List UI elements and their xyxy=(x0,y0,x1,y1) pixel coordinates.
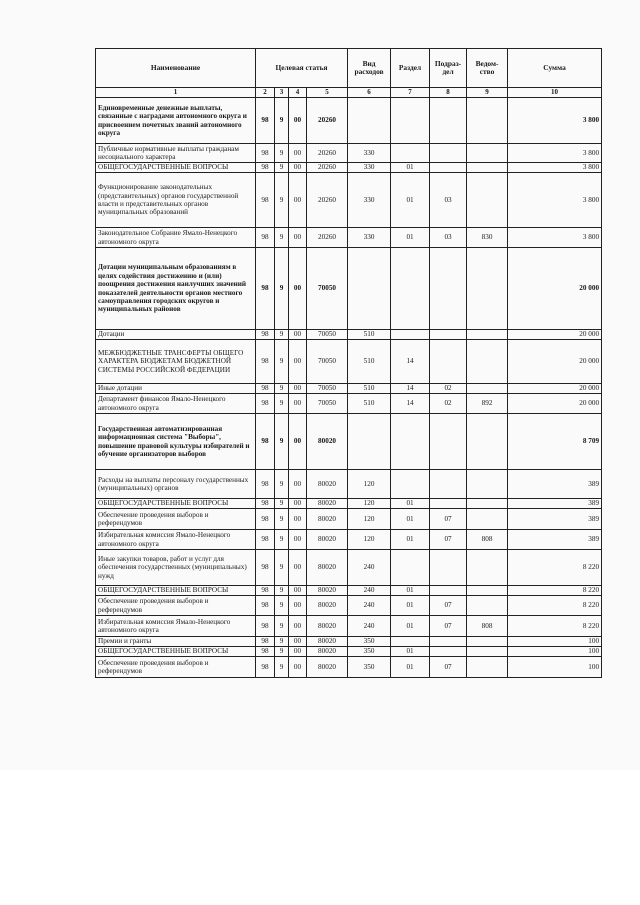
row-code-subprogram: 9 xyxy=(275,340,289,384)
row-expense-type: 330 xyxy=(348,163,391,173)
row-section xyxy=(391,144,430,163)
row-expense-type: 120 xyxy=(348,499,391,509)
row-section xyxy=(391,470,430,499)
row-section xyxy=(391,98,430,144)
row-subsection xyxy=(430,647,467,657)
table-row xyxy=(96,470,602,499)
table-row xyxy=(96,144,602,163)
row-department xyxy=(467,550,508,586)
row-code-main: 00 xyxy=(289,340,307,384)
row-code-program: 98 xyxy=(256,173,275,228)
table-row xyxy=(96,616,602,637)
row-name: Функционирование законодательных (представительных) органов государственной власти и представительных органов муниципальных образований xyxy=(96,173,256,228)
row-code-direction: 80020 xyxy=(307,657,348,678)
row-expense-type: 350 xyxy=(348,657,391,678)
header-target-article: Целевая статья xyxy=(256,49,348,88)
row-code-subprogram: 9 xyxy=(275,499,289,509)
row-code-direction: 70050 xyxy=(307,384,348,394)
row-section xyxy=(391,637,430,647)
row-code-direction: 80020 xyxy=(307,586,348,596)
row-code-direction: 80020 xyxy=(307,470,348,499)
row-code-main: 00 xyxy=(289,470,307,499)
row-code-program: 98 xyxy=(256,470,275,499)
table-row xyxy=(96,530,602,550)
row-section xyxy=(391,248,430,330)
row-amount: 20 000 xyxy=(508,340,602,384)
table-row xyxy=(96,340,602,384)
row-subsection xyxy=(430,499,467,509)
row-code-subprogram: 9 xyxy=(275,98,289,144)
row-code-main: 00 xyxy=(289,586,307,596)
row-code-subprogram: 9 xyxy=(275,657,289,678)
row-code-main: 00 xyxy=(289,394,307,414)
row-subsection: 02 xyxy=(430,394,467,414)
row-code-main: 00 xyxy=(289,550,307,586)
row-code-direction: 80020 xyxy=(307,596,348,616)
col-number: 3 xyxy=(275,88,289,98)
row-department xyxy=(467,499,508,509)
row-code-direction: 80020 xyxy=(307,530,348,550)
row-code-main: 00 xyxy=(289,384,307,394)
row-subsection xyxy=(430,98,467,144)
row-subsection: 07 xyxy=(430,616,467,637)
row-code-subprogram: 9 xyxy=(275,470,289,499)
row-code-subprogram: 9 xyxy=(275,509,289,530)
row-amount: 20 000 xyxy=(508,384,602,394)
row-name: Публичные нормативные выплаты гражданам несоциального характера xyxy=(96,144,256,163)
row-subsection xyxy=(430,330,467,340)
row-code-subprogram: 9 xyxy=(275,616,289,637)
row-amount: 3 800 xyxy=(508,228,602,248)
row-name: МЕЖБЮДЖЕТНЫЕ ТРАНСФЕРТЫ ОБЩЕГО ХАРАКТЕРА БЮДЖЕТАМ БЮДЖЕТНОЙ СИСТЕМЫ РОССИЙСКОЙ ФЕДЕРАЦИИ xyxy=(96,340,256,384)
row-department xyxy=(467,657,508,678)
row-code-program: 98 xyxy=(256,414,275,470)
row-code-program: 98 xyxy=(256,98,275,144)
row-code-program: 98 xyxy=(256,163,275,173)
row-name: Государственная автоматизированная информационная система "Выборы", повышение правовой культуры избирателей и обучение организаторов выборов xyxy=(96,414,256,470)
table-row xyxy=(96,596,602,616)
table-row xyxy=(96,657,602,678)
row-code-subprogram: 9 xyxy=(275,144,289,163)
table-row xyxy=(96,637,602,647)
col-number: 6 xyxy=(348,88,391,98)
row-name: Иные закупки товаров, работ и услуг для обеспечения государственных (муниципальных) нужд xyxy=(96,550,256,586)
col-number: 7 xyxy=(391,88,430,98)
row-amount: 100 xyxy=(508,637,602,647)
row-expense-type: 330 xyxy=(348,228,391,248)
row-name: ОБЩЕГОСУДАРСТВЕННЫЕ ВОПРОСЫ xyxy=(96,499,256,509)
row-expense-type: 350 xyxy=(348,647,391,657)
row-subsection: 07 xyxy=(430,657,467,678)
row-subsection xyxy=(430,550,467,586)
row-expense-type: 330 xyxy=(348,173,391,228)
row-code-subprogram: 9 xyxy=(275,530,289,550)
table-row xyxy=(96,414,602,470)
table-row xyxy=(96,509,602,530)
row-department xyxy=(467,330,508,340)
row-section: 01 xyxy=(391,499,430,509)
row-subsection: 02 xyxy=(430,384,467,394)
row-amount: 20 000 xyxy=(508,330,602,340)
row-expense-type: 240 xyxy=(348,550,391,586)
row-code-main: 00 xyxy=(289,330,307,340)
budget-table xyxy=(95,48,602,678)
row-code-main: 00 xyxy=(289,98,307,144)
row-code-direction: 20260 xyxy=(307,228,348,248)
row-section: 14 xyxy=(391,394,430,414)
row-amount: 3 800 xyxy=(508,173,602,228)
row-name: Департамент финансов Ямало-Ненецкого автономного округа xyxy=(96,394,256,414)
col-number: 9 xyxy=(467,88,508,98)
row-name: Иные дотации xyxy=(96,384,256,394)
table-body xyxy=(96,98,602,678)
header-department: Ведом-ство xyxy=(467,49,508,88)
row-code-main: 00 xyxy=(289,509,307,530)
col-number: 4 xyxy=(289,88,307,98)
row-department: 808 xyxy=(467,616,508,637)
row-expense-type xyxy=(348,98,391,144)
row-amount: 389 xyxy=(508,499,602,509)
row-code-subprogram: 9 xyxy=(275,394,289,414)
row-code-subprogram: 9 xyxy=(275,173,289,228)
row-name: Расходы на выплаты персоналу государственных (муниципальных) органов xyxy=(96,470,256,499)
row-code-program: 98 xyxy=(256,248,275,330)
row-department: 892 xyxy=(467,394,508,414)
row-department xyxy=(467,163,508,173)
header-amount: Сумма xyxy=(508,49,602,88)
row-name: Законодательное Собрание Ямало-Ненецкого автономного округа xyxy=(96,228,256,248)
row-subsection xyxy=(430,144,467,163)
row-section: 01 xyxy=(391,596,430,616)
row-code-direction: 70050 xyxy=(307,330,348,340)
row-name: Премии и гранты xyxy=(96,637,256,647)
row-department xyxy=(467,384,508,394)
row-amount: 8 220 xyxy=(508,550,602,586)
table-row xyxy=(96,228,602,248)
row-code-main: 00 xyxy=(289,637,307,647)
col-number: 10 xyxy=(508,88,602,98)
row-code-program: 98 xyxy=(256,530,275,550)
row-department xyxy=(467,98,508,144)
row-code-program: 98 xyxy=(256,228,275,248)
row-amount: 20 000 xyxy=(508,394,602,414)
row-department xyxy=(467,414,508,470)
row-amount: 3 800 xyxy=(508,98,602,144)
row-code-main: 00 xyxy=(289,414,307,470)
header-subsection: Подраз-дел xyxy=(430,49,467,88)
row-expense-type: 510 xyxy=(348,330,391,340)
row-name: Единовременные денежные выплаты, связанные с наградами автономного округа и присвоением почетных званий автономного округа xyxy=(96,98,256,144)
row-expense-type: 240 xyxy=(348,616,391,637)
col-number: 1 xyxy=(96,88,256,98)
col-number: 2 xyxy=(256,88,275,98)
blank-margin xyxy=(0,770,640,905)
row-code-direction: 70050 xyxy=(307,248,348,330)
row-expense-type xyxy=(348,414,391,470)
table-row xyxy=(96,647,602,657)
row-subsection xyxy=(430,470,467,499)
row-name: Избирательная комиссия Ямало-Ненецкого автономного округа xyxy=(96,530,256,550)
row-expense-type: 510 xyxy=(348,394,391,414)
row-name: ОБЩЕГОСУДАРСТВЕННЫЕ ВОПРОСЫ xyxy=(96,163,256,173)
row-section: 01 xyxy=(391,509,430,530)
row-name: Обеспечение проведения выборов и референдумов xyxy=(96,596,256,616)
row-department xyxy=(467,470,508,499)
row-code-program: 98 xyxy=(256,616,275,637)
row-section xyxy=(391,550,430,586)
table-row xyxy=(96,586,602,596)
row-subsection: 07 xyxy=(430,509,467,530)
row-code-program: 98 xyxy=(256,394,275,414)
row-department xyxy=(467,596,508,616)
row-expense-type: 240 xyxy=(348,586,391,596)
row-code-program: 98 xyxy=(256,340,275,384)
row-subsection: 07 xyxy=(430,530,467,550)
table-row xyxy=(96,330,602,340)
row-code-subprogram: 9 xyxy=(275,637,289,647)
row-section: 01 xyxy=(391,530,430,550)
row-code-main: 00 xyxy=(289,144,307,163)
row-code-direction: 80020 xyxy=(307,414,348,470)
table-row xyxy=(96,394,602,414)
row-code-program: 98 xyxy=(256,550,275,586)
row-code-direction: 20260 xyxy=(307,173,348,228)
row-expense-type: 510 xyxy=(348,340,391,384)
row-code-subprogram: 9 xyxy=(275,384,289,394)
row-amount: 3 800 xyxy=(508,144,602,163)
row-subsection: 03 xyxy=(430,173,467,228)
row-section: 01 xyxy=(391,228,430,248)
row-amount: 100 xyxy=(508,657,602,678)
row-code-main: 00 xyxy=(289,228,307,248)
row-code-main: 00 xyxy=(289,163,307,173)
row-code-subprogram: 9 xyxy=(275,248,289,330)
header-row xyxy=(96,49,602,88)
header-section: Раздел xyxy=(391,49,430,88)
row-code-main: 00 xyxy=(289,248,307,330)
row-code-main: 00 xyxy=(289,530,307,550)
row-expense-type xyxy=(348,248,391,330)
row-expense-type: 120 xyxy=(348,530,391,550)
row-code-direction: 70050 xyxy=(307,340,348,384)
row-code-direction: 20260 xyxy=(307,98,348,144)
row-code-subprogram: 9 xyxy=(275,550,289,586)
row-code-main: 00 xyxy=(289,173,307,228)
row-amount: 8 220 xyxy=(508,586,602,596)
row-expense-type: 120 xyxy=(348,509,391,530)
row-expense-type: 120 xyxy=(348,470,391,499)
row-section: 01 xyxy=(391,657,430,678)
row-department xyxy=(467,248,508,330)
row-name: ОБЩЕГОСУДАРСТВЕННЫЕ ВОПРОСЫ xyxy=(96,586,256,596)
row-subsection xyxy=(430,163,467,173)
row-code-program: 98 xyxy=(256,657,275,678)
row-code-direction: 20260 xyxy=(307,163,348,173)
table-row xyxy=(96,550,602,586)
row-amount: 20 000 xyxy=(508,248,602,330)
row-code-subprogram: 9 xyxy=(275,596,289,616)
row-amount: 389 xyxy=(508,530,602,550)
row-code-main: 00 xyxy=(289,499,307,509)
row-expense-type: 350 xyxy=(348,637,391,647)
row-amount: 389 xyxy=(508,470,602,499)
row-subsection: 03 xyxy=(430,228,467,248)
row-department xyxy=(467,144,508,163)
row-code-direction: 70050 xyxy=(307,394,348,414)
table-row xyxy=(96,173,602,228)
row-subsection: 07 xyxy=(430,596,467,616)
table-row xyxy=(96,163,602,173)
row-code-main: 00 xyxy=(289,657,307,678)
row-code-main: 00 xyxy=(289,616,307,637)
row-department: 808 xyxy=(467,530,508,550)
row-amount: 8 220 xyxy=(508,596,602,616)
row-department xyxy=(467,586,508,596)
column-number-row xyxy=(96,88,602,98)
row-name: Дотации муниципальным образованиям в целях содействия достижению и (или) поощрения достижения наилучших значений показателей деятельности органов местного самоуправления городских округов и муниципальных районов xyxy=(96,248,256,330)
table-row xyxy=(96,98,602,144)
row-department: 830 xyxy=(467,228,508,248)
row-code-program: 98 xyxy=(256,144,275,163)
row-code-direction: 20260 xyxy=(307,144,348,163)
row-subsection xyxy=(430,414,467,470)
row-department xyxy=(467,173,508,228)
row-subsection xyxy=(430,637,467,647)
row-amount: 8 709 xyxy=(508,414,602,470)
row-code-direction: 80020 xyxy=(307,637,348,647)
row-section: 14 xyxy=(391,384,430,394)
row-section: 01 xyxy=(391,586,430,596)
header-name: Наименование xyxy=(96,49,256,88)
row-section: 01 xyxy=(391,616,430,637)
col-number: 8 xyxy=(430,88,467,98)
row-section xyxy=(391,414,430,470)
row-code-subprogram: 9 xyxy=(275,330,289,340)
table-row xyxy=(96,248,602,330)
row-code-direction: 80020 xyxy=(307,647,348,657)
row-department xyxy=(467,647,508,657)
row-code-program: 98 xyxy=(256,384,275,394)
row-section xyxy=(391,330,430,340)
row-expense-type: 330 xyxy=(348,144,391,163)
row-code-program: 98 xyxy=(256,596,275,616)
row-code-subprogram: 9 xyxy=(275,647,289,657)
row-department xyxy=(467,340,508,384)
row-code-direction: 80020 xyxy=(307,509,348,530)
row-subsection xyxy=(430,340,467,384)
row-section: 01 xyxy=(391,163,430,173)
row-department xyxy=(467,637,508,647)
row-code-program: 98 xyxy=(256,509,275,530)
row-section: 01 xyxy=(391,173,430,228)
header-expense-type: Вид расходов xyxy=(348,49,391,88)
col-number: 5 xyxy=(307,88,348,98)
row-subsection xyxy=(430,248,467,330)
row-section: 01 xyxy=(391,647,430,657)
row-name: Обеспечение проведения выборов и референдумов xyxy=(96,657,256,678)
row-amount: 100 xyxy=(508,647,602,657)
row-code-program: 98 xyxy=(256,586,275,596)
row-code-program: 98 xyxy=(256,637,275,647)
row-code-subprogram: 9 xyxy=(275,586,289,596)
row-amount: 8 220 xyxy=(508,616,602,637)
row-section: 14 xyxy=(391,340,430,384)
row-code-program: 98 xyxy=(256,330,275,340)
row-code-subprogram: 9 xyxy=(275,228,289,248)
row-code-main: 00 xyxy=(289,647,307,657)
row-code-direction: 80020 xyxy=(307,550,348,586)
row-code-program: 98 xyxy=(256,499,275,509)
row-code-direction: 80020 xyxy=(307,499,348,509)
row-expense-type: 240 xyxy=(348,596,391,616)
row-name: Дотации xyxy=(96,330,256,340)
row-name: Избирательная комиссия Ямало-Ненецкого автономного округа xyxy=(96,616,256,637)
row-department xyxy=(467,509,508,530)
row-code-program: 98 xyxy=(256,647,275,657)
row-code-main: 00 xyxy=(289,596,307,616)
row-name: Обеспечение проведения выборов и референдумов xyxy=(96,509,256,530)
row-code-direction: 80020 xyxy=(307,616,348,637)
row-expense-type: 510 xyxy=(348,384,391,394)
row-subsection xyxy=(430,586,467,596)
table-row xyxy=(96,384,602,394)
row-name: ОБЩЕГОСУДАРСТВЕННЫЕ ВОПРОСЫ xyxy=(96,647,256,657)
row-code-subprogram: 9 xyxy=(275,414,289,470)
row-amount: 389 xyxy=(508,509,602,530)
table-row xyxy=(96,499,602,509)
row-amount: 3 800 xyxy=(508,163,602,173)
row-code-subprogram: 9 xyxy=(275,163,289,173)
